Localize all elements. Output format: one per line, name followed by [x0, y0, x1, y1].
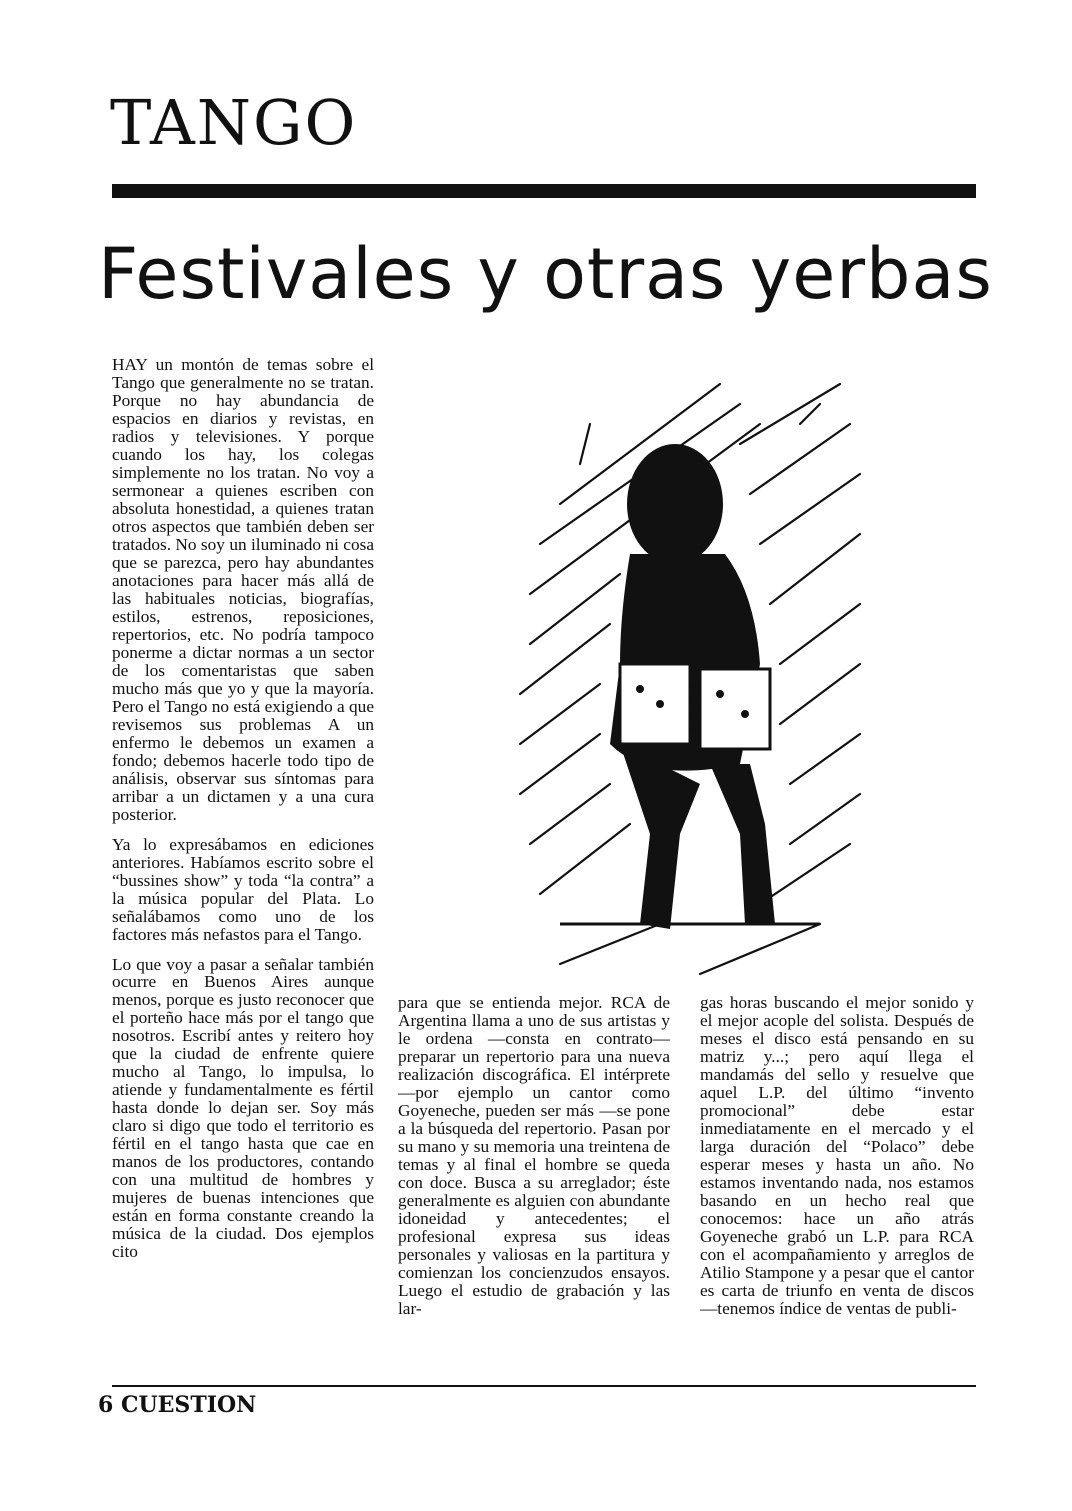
- article-column-1: [112, 356, 374, 1273]
- page-folio: 6 CUESTION: [98, 1392, 257, 1418]
- bandoneon-player-sketch-icon: [500, 364, 870, 984]
- section-title: TANGO: [110, 86, 358, 159]
- paragraph-2: Ya lo expresábamos en ediciones anteriores. Habíamos escrito sobre el “bussines show” y toda “la contra” a la música popular del Plata. Lo señalábamos como uno de los factores más nefastos para el Tango.: [112, 834, 374, 944]
- paragraph-4: para que se entienda mejor. RCA de Argentina llama a uno de sus artistas y le ordena —consta en contrato— preparar un repertorio para una nueva realización discográfica. El intérprete —por ejemplo un cantor como Goyeneche, pueden ser más —se pone a la búsqueda del repertorio. Pasan por su mano y su memoria una treintena de temas y al final el hombre se queda con doce. Busca a su arreglador; éste generalmente es alguien con abundante idoneidad y antecedentes; el profesional expresa sus ideas personales y valiosas en la partitura y comienzan los concienzudos ensayos. Luego el estudio de grabación y las lar-: [398, 993, 670, 1318]
- footer-rule: [112, 1385, 976, 1387]
- section-rule: [112, 184, 976, 198]
- paragraph-5: gas horas buscando el mejor sonido y el mejor acople del solista. Después de meses el disco está pensando en su matriz y...; pero aquí llega el mandamás del sello y resuelve que aquel L.P. del último “invento promocional” debe estar inmediatamente en el mercado y el larga duración del “Polaco” debe esperar meses y hasta un año. No estamos inventando nada, nos estamos basando en un hecho real que conocemos: hace un año atrás Goyeneche grabó un L.P. para RCA con el acompañamiento y arreglos de Atilio Stampone y a pesar que el cantor es carta de triunfo en venta de discos —tenemos índice de ventas de publi-: [700, 993, 974, 1318]
- article-headline: Festivales y otras yerbas: [98, 233, 993, 315]
- paragraph-1: HAY un montón de temas sobre el Tango que generalmente no se tratan. Porque no hay abundancia de espacios en diarios y revistas, en radios y televisiones. Y porque cuando los hay, los colegas simplemente no los tratan. No voy a sermonear a quienes escriben con absoluta honestidad, a quienes tratan otros aspectos que también deben ser tratados. No soy un iluminado ni cosa que se parezca, pero hay abundantes anotaciones para hacer más allá de las habituales noticias, biografías, estilos, estrenos, reposiciones, repertorios, etc. No podría tampoco ponerme a dictar normas a un sector de los comentaristas que saben mucho más que yo y que la mayoría. Pero el Tango no está exigiendo a que revisemos sus problemas A un enfermo le debemos un examen a fondo; debemos hacerle todo tipo de análisis, observar sus síntomas para arribar a un dictamen y a una cura posterior.: [112, 355, 374, 824]
- paragraph-3: Lo que voy a pasar a señalar también ocurre en Buenos Aires aunque menos, porque es justo reconocer que el porteño hace más por el tango que nosotros. Escribí antes y reitero hoy que la ciudad de enfrente quiere mucho al Tango, lo impulsa, lo atiende y fundamentalmente es fértil hasta donde lo dejan ser. Soy más claro si digo que todo el territorio es fértil en el tango hasta que cae en manos de los productores, contando con una multitud de hombres y mujeres de buenas intenciones que están en forma constante creando la música de la ciudad. Dos ejemplos cito: [112, 954, 374, 1262]
- article-column-3: [700, 994, 974, 1330]
- article-column-2: [398, 994, 670, 1330]
